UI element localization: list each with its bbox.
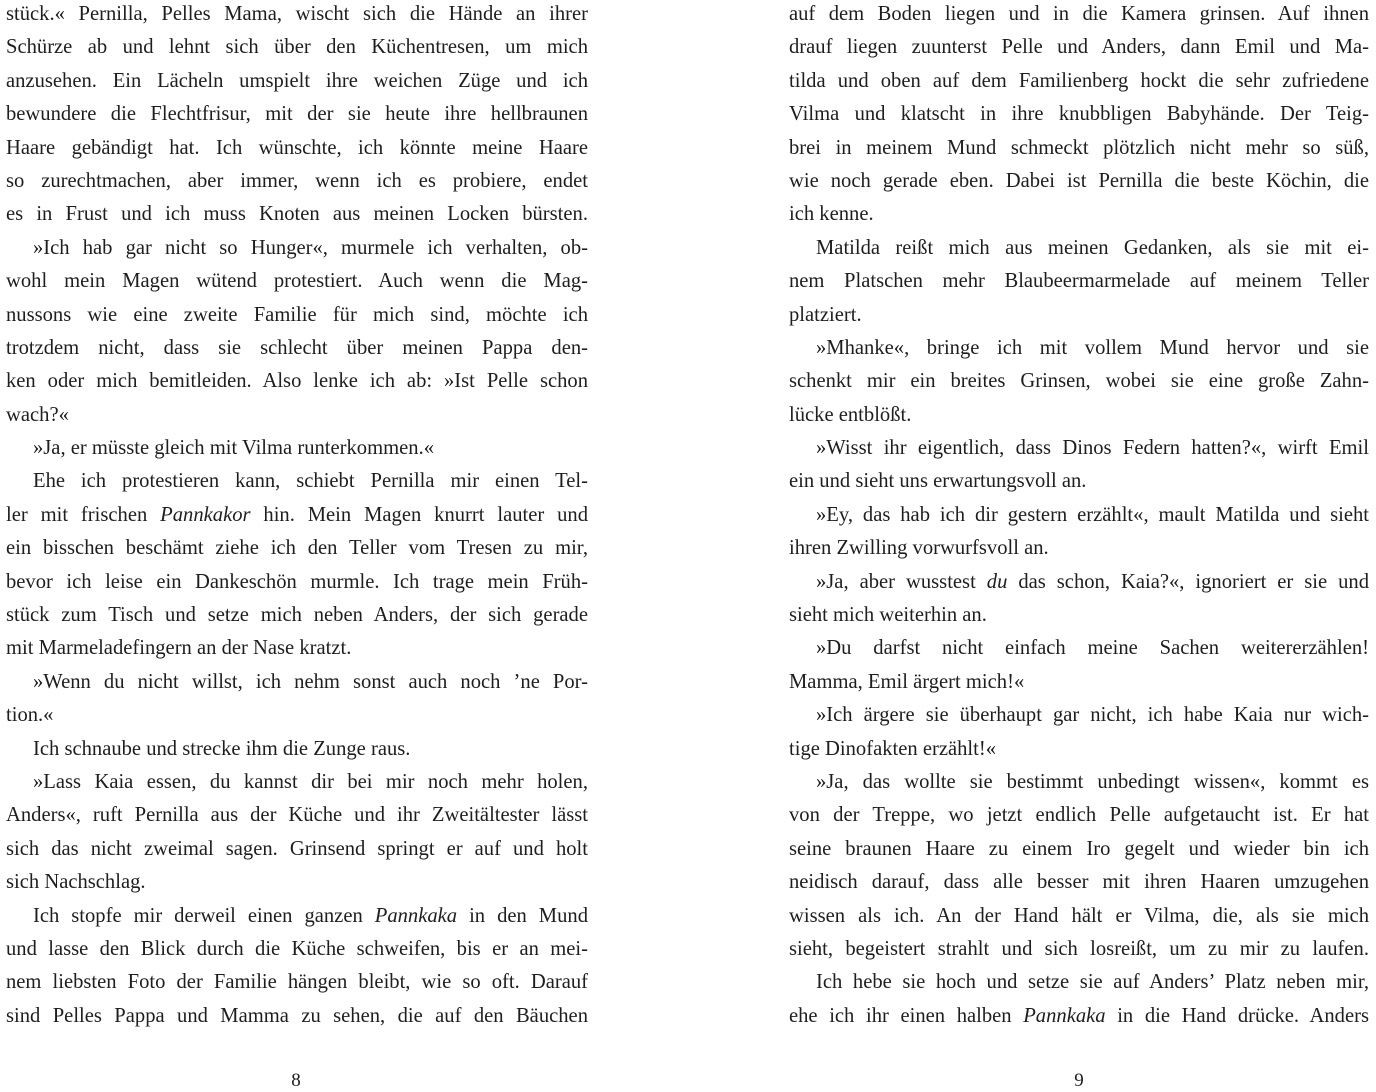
text-line bbox=[6, 902, 588, 935]
text-line bbox=[789, 367, 1369, 400]
text-line bbox=[789, 668, 1369, 701]
text-line bbox=[789, 167, 1369, 200]
text-run: Schürze ab und lehnt sich über den Küchentresen, um mich bbox=[6, 36, 588, 59]
text-run: von der Treppe, wo jetzt endlich Pelle aufgetaucht ist. Er hat bbox=[789, 804, 1369, 827]
text-line bbox=[6, 501, 588, 534]
text-run: und lasse den Blick durch die Küche schweifen, bis er an mei- bbox=[6, 937, 588, 960]
text-line bbox=[789, 768, 1369, 801]
text-line bbox=[789, 67, 1369, 100]
text-run: ken oder mich bemitleiden. Also lenke ich ab: »Ist Pelle schon bbox=[6, 370, 588, 393]
text-run: tige Dinofakten erzählt!« bbox=[789, 737, 996, 760]
text-run: Ich hebe sie hoch und setze sie auf Anders’ Platz neben mir, bbox=[816, 971, 1369, 994]
text-run: wie noch gerade eben. Dabei ist Pernilla die beste Köchin, die bbox=[789, 169, 1369, 192]
text-run: das schon, Kaia?«, ignoriert er sie und bbox=[1007, 570, 1370, 593]
right-page-text bbox=[789, 0, 1369, 1035]
text-line bbox=[789, 33, 1369, 66]
text-run: sind Pelles Pappa und Mamma zu sehen, die auf den Bäuchen bbox=[6, 1004, 588, 1027]
text-run: Mamma, Emil ärgert mich!« bbox=[789, 670, 1025, 693]
text-run: »Ich ärgere sie überhaupt gar nicht, ich habe Kaia nur wich- bbox=[816, 704, 1369, 727]
text-line bbox=[6, 634, 588, 667]
text-run: »Wenn du nicht willst, ich nehm sonst auch noch ’ne Por- bbox=[33, 670, 588, 693]
text-line bbox=[6, 868, 588, 901]
text-line bbox=[6, 134, 588, 167]
text-run: sich Nachschlag. bbox=[6, 871, 146, 894]
text-line bbox=[789, 267, 1369, 300]
page-number-left: 8 bbox=[291, 1070, 301, 1091]
text-run: nem liebsten Foto der Familie hängen bleibt, wie so oft. Darauf bbox=[6, 971, 588, 994]
text-run: schenkt mir ein breites Grinsen, wobei sie eine große Zahn- bbox=[789, 370, 1369, 393]
text-run: ler mit frischen bbox=[6, 503, 161, 526]
text-line bbox=[6, 735, 588, 768]
italic-word: du bbox=[986, 570, 1008, 593]
italic-word: Pannkaka bbox=[374, 904, 458, 927]
text-run: wohl mein Magen wütend protestiert. Auch wenn die Mag- bbox=[6, 270, 588, 293]
text-line bbox=[6, 935, 588, 968]
text-run: ein und sieht uns erwartungsvoll an. bbox=[789, 470, 1087, 493]
text-run: »Mhanke«, bringe ich mit vollem Mund hervor und sie bbox=[816, 336, 1369, 359]
text-run: mit Marmeladefingern an der Nase kratzt. bbox=[6, 637, 352, 660]
text-line bbox=[6, 0, 588, 33]
text-run: platziert. bbox=[789, 303, 862, 326]
text-run: so zurechtmachen, aber immer, wenn ich es probiere, endet bbox=[6, 169, 588, 192]
text-run: Ich schnaube und strecke ihm die Zunge raus. bbox=[33, 737, 411, 760]
text-run: »Ey, das hab ich dir gestern erzählt«, mault Matilda und sieht bbox=[816, 503, 1369, 526]
text-line bbox=[789, 0, 1369, 33]
text-run: sieht, begeistert strahlt und sich losreißt, um zu mir zu laufen. bbox=[789, 937, 1369, 960]
text-run: tilda und oben auf dem Familienberg hockt die sehr zufriedene bbox=[789, 69, 1369, 92]
text-run: »Lass Kaia essen, du kannst dir bei mir noch mehr holen, bbox=[33, 770, 588, 793]
text-run: Matilda reißt mich aus meinen Gedanken, als sie mit ei- bbox=[816, 236, 1369, 259]
text-run: »Ja, das wollte sie bestimmt unbedingt wissen«, kommt es bbox=[816, 770, 1369, 793]
text-line bbox=[6, 334, 588, 367]
text-run: ein bisschen beschämt ziehe ich den Teller vom Tresen zu mir, bbox=[6, 537, 588, 560]
text-run: bevor ich leise ein Dankeschön murmle. Ich trage mein Früh- bbox=[6, 570, 588, 593]
text-run: anzusehen. Ein Lächeln umspielt ihre weichen Züge und ich bbox=[6, 69, 588, 92]
text-line bbox=[789, 868, 1369, 901]
text-run: sieht mich weiterhin an. bbox=[789, 604, 987, 627]
text-line bbox=[6, 568, 588, 601]
text-run: Vilma und klatscht in ihre knubbligen Babyhände. Der Teig- bbox=[789, 103, 1369, 126]
text-run: bewundere die Flechtfrisur, mit der sie heute ihre hellbraunen bbox=[6, 103, 588, 126]
text-line bbox=[6, 301, 588, 334]
text-line bbox=[6, 267, 588, 300]
text-line bbox=[789, 134, 1369, 167]
text-run: wissen als ich. An der Hand hält er Vilma, die, als sie mich bbox=[789, 904, 1369, 927]
left-page-text bbox=[6, 0, 588, 1035]
text-run: »Wisst ihr eigentlich, dass Dinos Federn hatten?«, wirft Emil bbox=[816, 437, 1369, 460]
text-line bbox=[6, 601, 588, 634]
text-run: in die Hand drücke. Anders bbox=[1105, 1004, 1369, 1027]
text-line bbox=[6, 67, 588, 100]
text-line bbox=[789, 234, 1369, 267]
text-line bbox=[789, 601, 1369, 634]
text-run: ihren Zwilling vorwurfsvoll an. bbox=[789, 537, 1049, 560]
text-line bbox=[789, 634, 1369, 667]
text-line bbox=[6, 234, 588, 267]
text-line bbox=[789, 935, 1369, 968]
text-line bbox=[789, 334, 1369, 367]
text-line bbox=[6, 701, 588, 734]
italic-word: Pannkaka bbox=[1023, 1004, 1106, 1027]
text-line bbox=[789, 501, 1369, 534]
text-run: Ich stopfe mir derweil einen ganzen bbox=[33, 904, 375, 927]
text-run: neidisch darauf, dass alle besser mit ihren Haaren umzugehen bbox=[789, 871, 1369, 894]
text-run: Haare gebändigt hat. Ich wünschte, ich könnte meine Haare bbox=[6, 136, 588, 159]
text-run: brei in meinem Mund schmeckt plötzlich nicht mehr so süß, bbox=[789, 136, 1369, 159]
text-run: ehe ich ihr einen halben bbox=[789, 1004, 1024, 1027]
text-run: hin. Mein Magen knurrt lauter und bbox=[250, 503, 588, 526]
text-line bbox=[6, 801, 588, 834]
text-run: in den Mund bbox=[457, 904, 588, 927]
text-run: Anders«, ruft Pernilla aus der Küche und ihr Zweitältester lässt bbox=[6, 804, 588, 827]
text-run: tion.« bbox=[6, 704, 54, 727]
text-run: es in Frust und ich muss Knoten aus meinen Locken bürsten. bbox=[6, 203, 588, 226]
text-line bbox=[789, 534, 1369, 567]
text-run: sich das nicht zweimal sagen. Grinsend springt er auf und holt bbox=[6, 837, 588, 860]
text-run: nem Platschen mehr Blaubeermarmelade auf meinem Teller bbox=[789, 270, 1369, 293]
page-number-right: 9 bbox=[1074, 1070, 1084, 1091]
text-line bbox=[6, 367, 588, 400]
text-line bbox=[6, 534, 588, 567]
text-line bbox=[6, 835, 588, 868]
text-run: ich kenne. bbox=[789, 203, 874, 226]
text-line bbox=[789, 835, 1369, 868]
text-line bbox=[789, 434, 1369, 467]
text-line bbox=[789, 100, 1369, 133]
text-line bbox=[789, 701, 1369, 734]
text-run: Ehe ich protestieren kann, schiebt Pernilla mir einen Tel- bbox=[33, 470, 588, 493]
italic-word: Pannkakor bbox=[160, 503, 251, 526]
text-line bbox=[789, 1002, 1369, 1035]
text-run: stück zum Tisch und setze mich neben Anders, der sich gerade bbox=[6, 604, 588, 627]
text-line bbox=[6, 33, 588, 66]
text-line bbox=[789, 301, 1369, 334]
text-line bbox=[6, 467, 588, 500]
text-line bbox=[789, 735, 1369, 768]
text-run: »Ich hab gar nicht so Hunger«, murmele ich verhalten, ob- bbox=[33, 236, 588, 259]
text-line bbox=[789, 801, 1369, 834]
text-line bbox=[6, 768, 588, 801]
text-line bbox=[6, 167, 588, 200]
text-run: nussons wie eine zweite Familie für mich sind, möchte ich bbox=[6, 303, 588, 326]
text-line bbox=[789, 200, 1369, 233]
text-line bbox=[6, 1002, 588, 1035]
text-line bbox=[789, 968, 1369, 1001]
text-run: drauf liegen zuunterst Pelle und Anders, dann Emil und Ma- bbox=[789, 36, 1369, 59]
text-line bbox=[6, 968, 588, 1001]
text-run: »Ja, aber wusstest bbox=[816, 570, 987, 593]
text-line bbox=[6, 434, 588, 467]
text-run: auf dem Boden liegen und in die Kamera grinsen. Auf ihnen bbox=[789, 3, 1369, 25]
text-line bbox=[6, 668, 588, 701]
text-line bbox=[789, 902, 1369, 935]
text-run: »Ja, er müsste gleich mit Vilma runterkommen.« bbox=[33, 437, 435, 460]
text-run: »Du darfst nicht einfach meine Sachen weitererzählen! bbox=[816, 637, 1369, 660]
text-run: lücke entblößt. bbox=[789, 403, 912, 426]
text-run: seine braunen Haare zu einem Iro gegelt und wieder bin ich bbox=[789, 837, 1369, 860]
text-run: wach?« bbox=[6, 403, 69, 426]
text-line bbox=[789, 401, 1369, 434]
text-run: trotzdem nicht, dass sie schlecht über meinen Pappa den- bbox=[6, 336, 588, 359]
text-line bbox=[6, 401, 588, 434]
text-line bbox=[6, 100, 588, 133]
text-line bbox=[789, 467, 1369, 500]
text-line bbox=[6, 200, 588, 233]
text-run: stück.« Pernilla, Pelles Mama, wischt sich die Hände an ihrer bbox=[6, 3, 588, 25]
text-line bbox=[789, 568, 1369, 601]
